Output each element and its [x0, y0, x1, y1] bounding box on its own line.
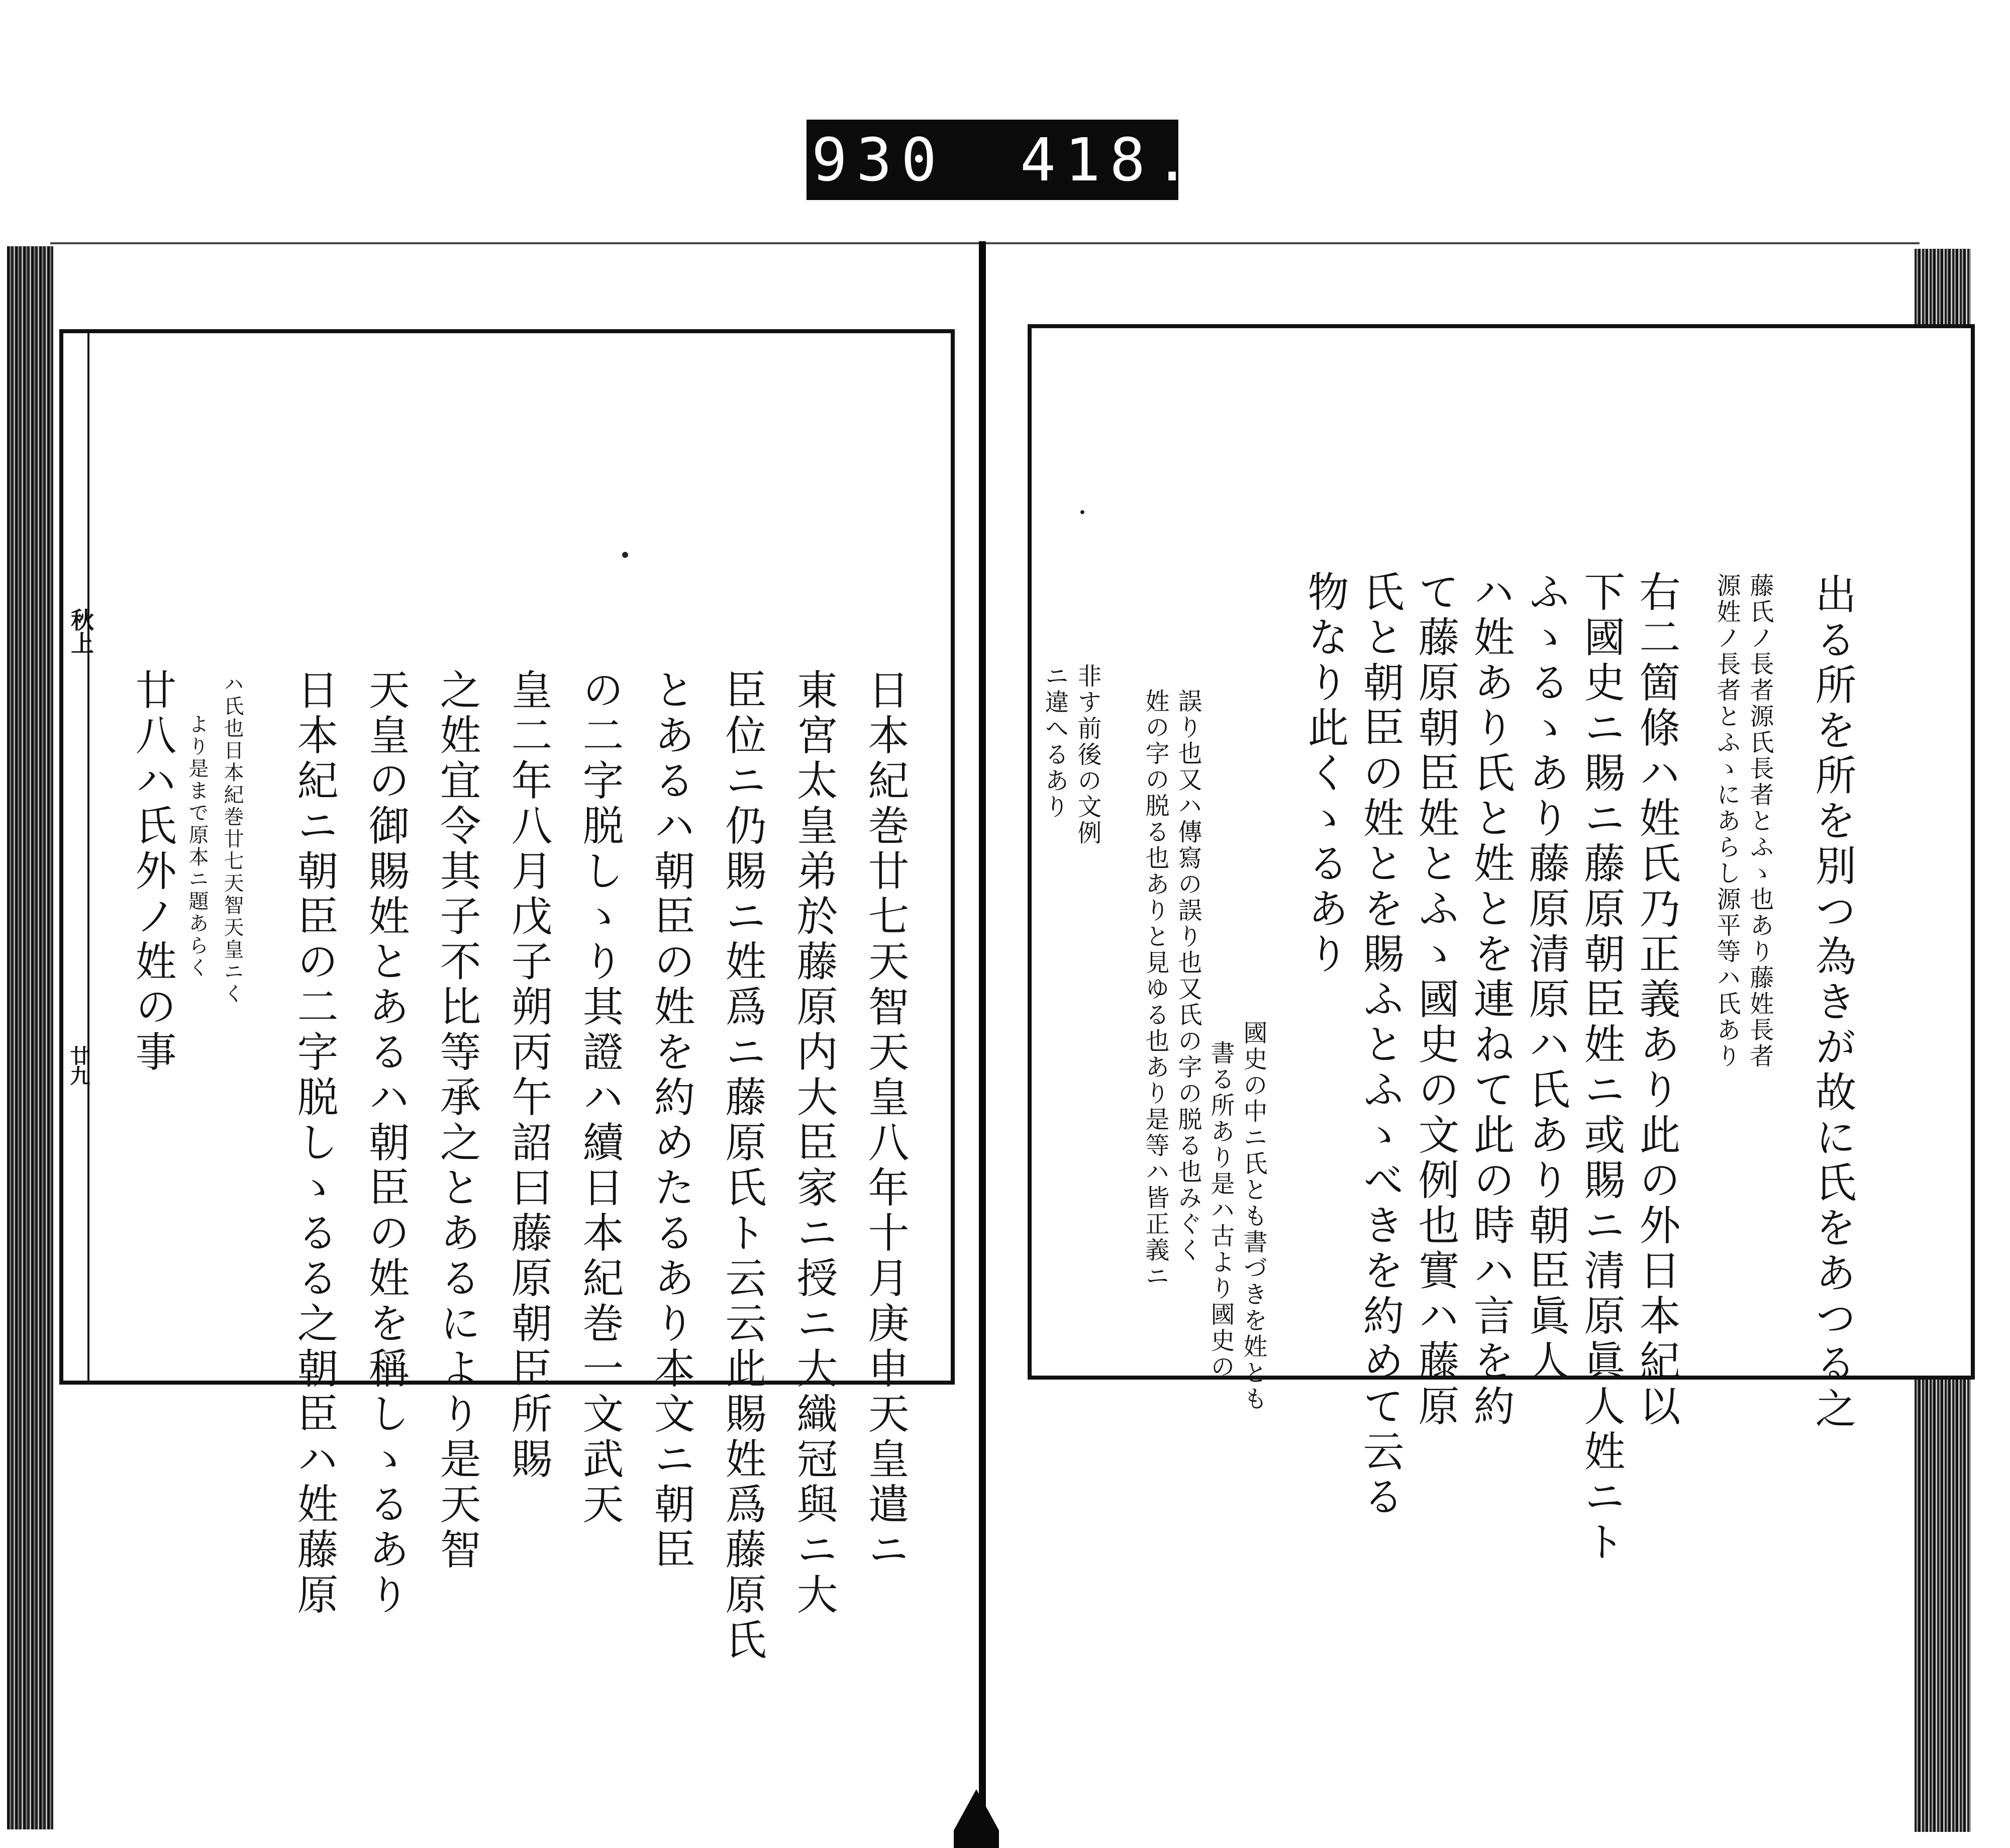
left-page-edge — [7, 246, 53, 1829]
left-col-8: 天皇の御賜姓とあるハ朝臣の姓を稱しゝるあり — [362, 668, 410, 1618]
book-gutter — [979, 241, 986, 1839]
catalog-number-left: 930 — [812, 125, 946, 194]
right-col-1: 出る所を所を別つ為きが故に氏をあつる之 — [1808, 573, 1856, 1432]
right-col-7: ハ姓あり氏と姓とを連ねて此の時ハ言を約 — [1467, 570, 1515, 1430]
right-col-2: 藤氏ノ長者源氏長者とふゝ也あり藤姓長者 — [1746, 573, 1774, 1069]
right-col-3: 源姓ノ長者とふゝにあらし源平等ハ氏あり — [1713, 573, 1741, 1069]
left-col-5: の二字脱しゝり其證ハ續日本紀巻一文武天 — [576, 668, 624, 1528]
left-col-7: 之姓宜令其子不比等承之とあるにより是天智 — [433, 668, 481, 1573]
right-col-15: 非す前後の文例 — [1073, 663, 1101, 846]
right-col-6: ふゝるゝあり藤原清原ハ氏あり朝臣眞人 — [1522, 570, 1570, 1385]
left-col-6: 皇二年八月戊子朔丙午詔曰藤原朝臣所賜 — [505, 668, 552, 1483]
left-col-11: より是まで原本ニ題あらく — [185, 714, 209, 979]
right-col-8: て藤原朝臣姓とふゝ國史の文例也實ハ藤原 — [1412, 570, 1459, 1430]
margin-strip — [59, 329, 89, 1385]
right-col-9: 氏と朝臣の姓とを賜ふとふゝべきを約めて云る — [1356, 570, 1404, 1520]
left-col-9: 日本紀ニ朝臣の二字脱しゝるる之朝臣ハ姓藤原 — [290, 668, 338, 1618]
left-col-3: 臣位ニ仍賜ニ姓爲ニ藤原氏ト云云此賜姓爲藤原氏 — [719, 668, 766, 1664]
scan-speck — [622, 552, 628, 558]
left-col-4: とあるハ朝臣の姓を約めたるあり本文ニ朝臣 — [647, 668, 695, 1573]
right-col-5: 下國史ニ賜ニ藤原朝臣姓ニ或賜ニ清原眞人姓ニト — [1577, 570, 1625, 1566]
left-col-1: 日本紀巻廿七天智天皇八年十月庚申天皇遣ニ — [861, 668, 909, 1573]
left-col-12: 廿八ハ氏外ノ姓の事 — [129, 668, 176, 1076]
right-col-10: 物なり此くゝるあり — [1301, 570, 1349, 978]
right-col-4: 右二箇條ハ姓氏乃正義あり此の外日本紀以 — [1633, 570, 1680, 1430]
catalog-number-right: 418. — [1020, 125, 1199, 194]
left-col-2: 東宮太皇弟於藤原内大臣家ニ授ニ大織冠與ニ大 — [790, 668, 838, 1618]
scan-speck — [1080, 510, 1084, 514]
right-col-16: ニ違へるあり — [1041, 663, 1069, 820]
right-col-11: 國史の中ニ氏とも書づきを姓とも — [1239, 1020, 1267, 1412]
right-col-12: 書る所あり是ハ古より國史の — [1207, 1040, 1235, 1380]
margin-section-title: 秋上 — [67, 608, 94, 654]
right-col-14: 姓の字の脱る也ありと見ゆる也あり是等ハ皆正義ニ — [1141, 689, 1169, 1290]
margin-page-number: 廿九 — [67, 1045, 90, 1086]
catalog-label — [807, 120, 1199, 200]
right-col-13: 誤り也又ハ傳寫の誤り也又氏の字の脱る也みぐく — [1174, 689, 1202, 1263]
left-col-10: ハ氏也日本紀巻廿七天智天皇ニく — [221, 673, 244, 1005]
